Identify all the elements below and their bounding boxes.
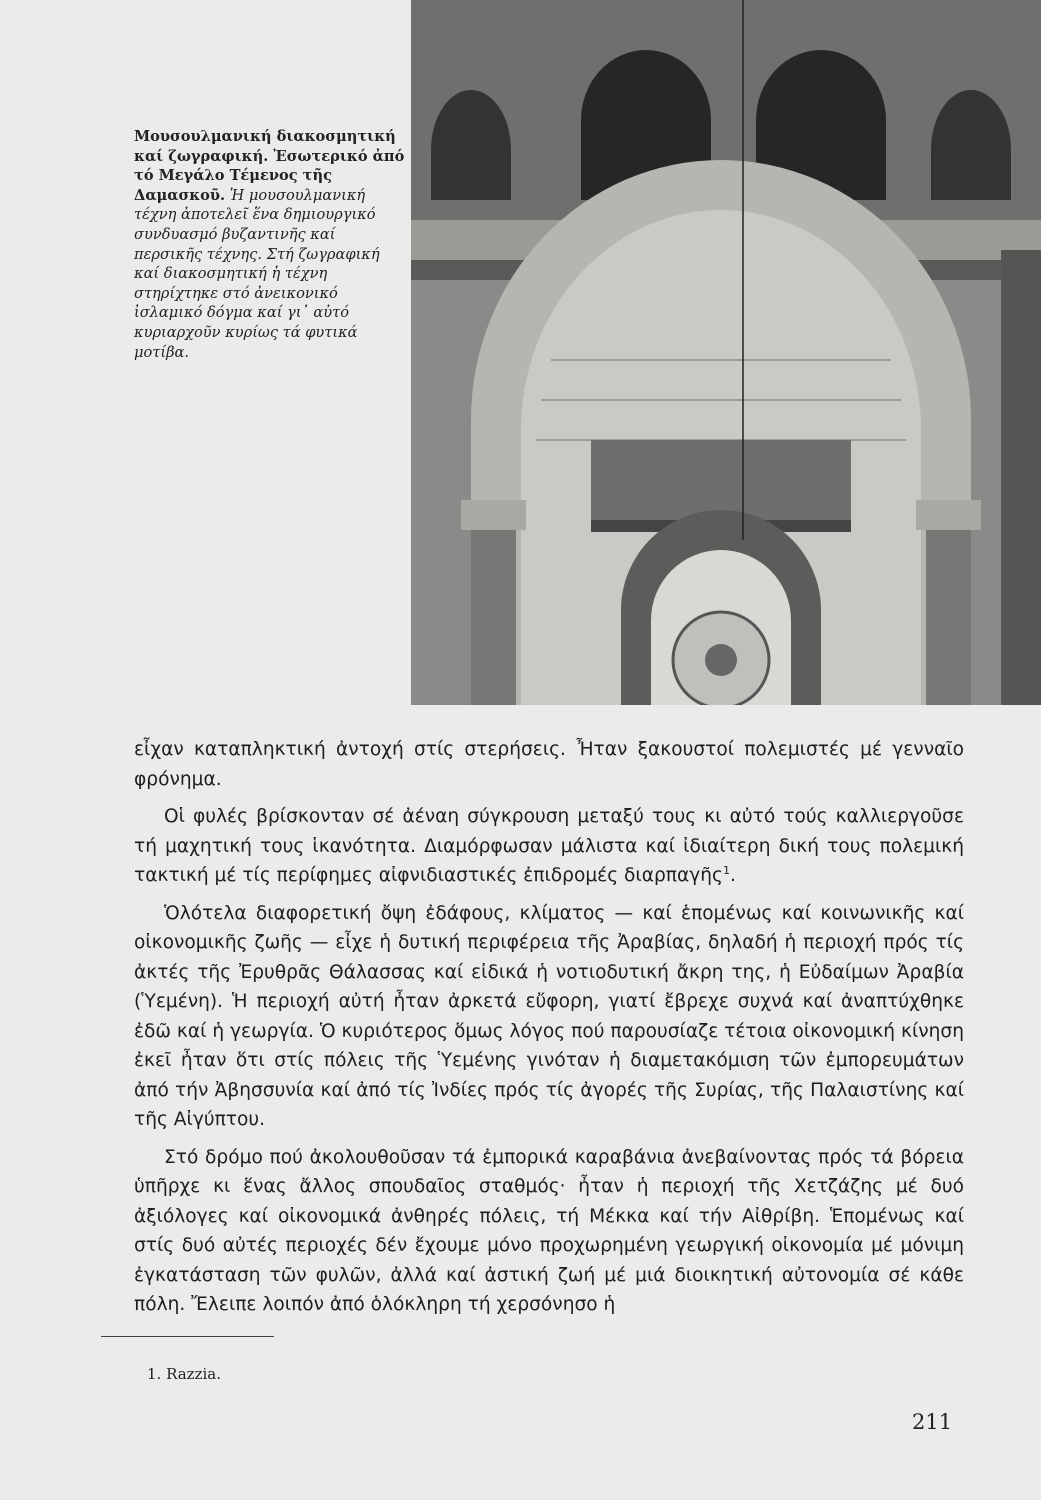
main-text bbox=[134, 735, 964, 1320]
caption-title: Μουσουλμανική διακοσμητική καί ζωγραφική. Ἐσωτερικό ἀπό τό Μεγάλο Τέμενος τῆς Δαμασκοῦ. bbox=[134, 128, 405, 204]
caption-description: Ἡ μουσουλμανική τέχνη ἀποτελεῖ ἕνα δημιουργικό συνδυασμό βυζαντινῆς καί περσικῆς τέχνης. Στή ζωγραφική καί διακοσμητική ἡ τέχνη στηρίχτηκε στό ἀνεικονικό ἰσλαμικό δόγμα καί γι᾿ αὐτό κυριαρχοῦν κυρίως τά φυτικά μοτίβα. bbox=[134, 186, 380, 361]
photo-caption bbox=[134, 127, 406, 362]
footnote-marker: 1 bbox=[722, 863, 730, 877]
mosque-interior-photo bbox=[411, 0, 1041, 705]
paragraph-2-text: Οἱ φυλές βρίσκονταν σέ ἀέναη σύγκρουση μεταξύ τους κι αὐτό τούς καλλιεργοῦσε τή μαχητική τους ἱκανότητα. Διαμόρφωσαν μάλιστα καί ἰδιαίτερη δική τους πολεμική τακτική μέ τίς περίφημες αἰφνιδιαστικές ἐπιδρομές διαρπαγῆς bbox=[134, 806, 964, 886]
paragraph-3: Ὁλότελα διαφορετική ὄψη ἐδάφους, κλίματος — καί ἑπομένως καί κοινωνικῆς καί οἰκονομικῆς ζωῆς — εἶχε ἡ δυτική περιφέρεια τῆς Ἀραβίας, δηλαδή ἡ περιοχή πρός τίς ἀκτές τῆς Ἐρυθρᾶς Θάλασσας καί εἰδικά ἡ νοτιοδυτική ἄκρη της, ἡ Εὐδαίμων Ἀραβία (Ὑεμένη). Ἡ περιοχή αὐτή ἦταν ἀρκετά εὔφορη, γιατί ἔβρεχε συχνά καί ἀναπτύχθηκε ἐδῶ καί ἡ γεωργία. Ὁ κυριότερος ὅμως λόγος πού παρουσίαζε τέτοια οἰκονομική κίνηση ἐκεῖ ἦταν ὅτι στίς πόλεις τῆς Ὑεμένης γινόταν ἡ διαμετακόμιση τῶν ἐμπορευμάτων ἀπό τήν Ἀβησσυνία καί ἀπό τίς Ἰνδίες πρός τίς ἀγορές τῆς Συρίας, τῆς Παλαιστίνης καί τῆς Αἰγύπτου. bbox=[134, 902, 964, 1130]
page-number: 211 bbox=[912, 1410, 953, 1434]
mosque-interior-illustration bbox=[411, 0, 1041, 705]
paragraph-4: Στό δρόμο πού ἀκολουθοῦσαν τά ἐμπορικά καραβάνια ἀνεβαίνοντας πρός τά βόρεια ὑπῆρχε κι ἕνας ἄλλος σπουδαῖος σταθμός· ἦταν ἡ περιοχή τῆς Χετζάζης μέ δυό ἀξιόλογες καί οἰκονομικά ἀνθηρές πόλεις, τή Μέκκα καί τήν Αἰθρίβη. Ἑπομένως καί στίς δυό αὐτές περιοχές δέν ἔχουμε μόνο προχωρημένη γεωργική οἰκονομία μέ μόνιμη ἐγκατάσταση τῶν φυλῶν, ἀλλά καί ἀστική ζωή μέ μιά διοικητική αὐτονομία σέ κάθε πόλη. Ἔλειπε λοιπόν ἀπό ὁλόκληρη τή χερσόνησο ἡ bbox=[134, 1146, 964, 1315]
paragraph-1: εἶχαν καταπληκτική ἀντοχή στίς στερήσεις. Ἦταν ξακουστοί πολεμιστές μέ γενναῖο φρόνημα. bbox=[134, 739, 964, 790]
paragraph-2-end: . bbox=[729, 865, 736, 886]
footnote-divider bbox=[101, 1336, 274, 1337]
paragraph-2 bbox=[134, 802, 964, 891]
footnote: 1. Razzia. bbox=[147, 1365, 221, 1383]
